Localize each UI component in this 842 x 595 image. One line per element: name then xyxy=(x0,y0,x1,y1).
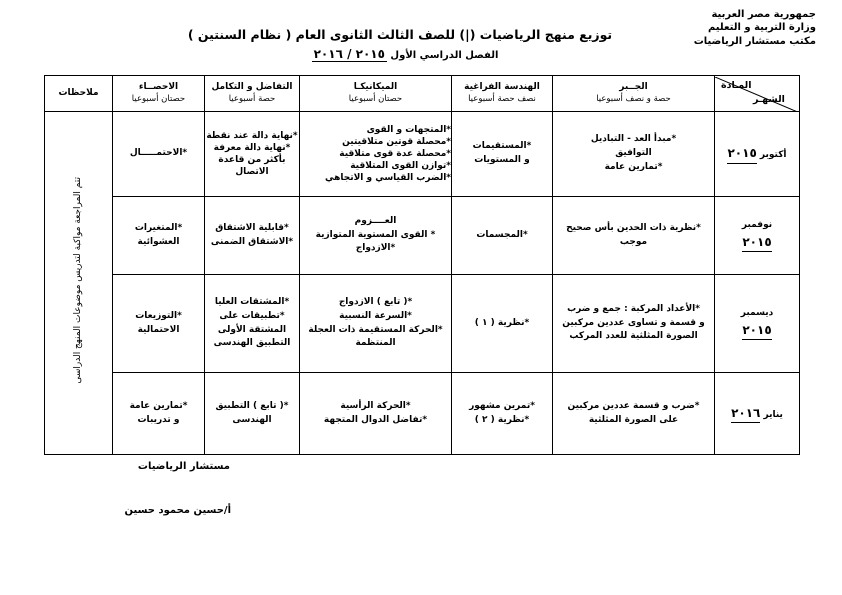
topic-line: *الحركة الرأسية xyxy=(340,400,411,411)
algebra-cell xyxy=(553,197,715,275)
topic-line: التوافيق xyxy=(615,148,652,159)
table-row xyxy=(45,112,800,197)
subject-periods: حصة أسبوعيا xyxy=(228,93,276,104)
topic-line: *محصلة قوتين متلاقيتين xyxy=(342,136,451,147)
topic-line: و قسمة و تساوى عددين مركبين xyxy=(562,317,705,328)
table-header-row xyxy=(45,76,800,112)
topic-line: *المتجهات و القوى xyxy=(366,124,451,135)
table-row xyxy=(45,373,800,455)
month-name: أكتوبر xyxy=(759,150,787,161)
distribution-table xyxy=(44,75,800,455)
table-row xyxy=(45,197,800,275)
topic-line: *تمارين عامة xyxy=(604,161,663,172)
month-name: ديسمبر xyxy=(740,307,774,318)
solid-geometry-cell xyxy=(452,112,553,197)
statistics-cell xyxy=(113,275,205,373)
mechanics-cell xyxy=(300,373,452,455)
semester-year: ٢٠١٥ / ٢٠١٦ xyxy=(313,47,385,61)
office-label: مكتب مستشار الرياضيات xyxy=(693,36,816,47)
corner-month-label: الشهـر xyxy=(753,93,785,105)
topic-line: *الاشتقاق الضمنى xyxy=(210,236,294,247)
topic-line: *الضرب القياسي و الاتجاهي xyxy=(324,173,451,184)
topic-line: *تطبيقات على xyxy=(219,310,285,321)
subject-periods: حصتان أسبوعيا xyxy=(348,93,403,104)
subject-name: التفاضل و التكامل xyxy=(211,82,293,93)
subject-name: الميكانيكـا xyxy=(353,82,398,93)
topic-line: *( تابع ) التطبيق xyxy=(215,400,289,411)
topic-line: *الاحتمـــــال xyxy=(129,148,188,159)
topic-line: *نهاية دالة معرفة xyxy=(213,142,291,153)
month-year: ٢٠١٥ xyxy=(727,144,756,164)
statistics-cell xyxy=(113,112,205,197)
header-mechanics xyxy=(300,76,452,112)
topic-line: *المشتقات العليا xyxy=(214,296,290,307)
solid-geometry-cell xyxy=(452,275,553,373)
month-year: ٢٠١٥ xyxy=(742,233,771,253)
calculus-cell xyxy=(205,112,300,197)
topic-line: المشتقة الأولى xyxy=(217,324,287,335)
topic-line: الصورة المثلثية للعدد المركب xyxy=(569,331,698,342)
document-title: توزيع منهج الرياضيات (|) للصف الثالث الثانوى العام ( نظام السنتين ) xyxy=(187,27,613,42)
month-name: يناير xyxy=(763,409,783,420)
subject-name: الجــبر xyxy=(619,82,648,93)
header-algebra xyxy=(553,76,715,112)
topic-line: *التوزيعات xyxy=(135,310,182,321)
signature-name: أ/حسين محمود حسين xyxy=(124,505,231,516)
topic-line: *ضرب و قسمة عددين مركبين xyxy=(567,400,700,411)
topic-line: الهندسى xyxy=(232,414,272,425)
header-solid-geometry xyxy=(452,76,553,112)
topic-line: و المستويات xyxy=(474,155,530,165)
calculus-cell xyxy=(205,373,300,455)
semester-line xyxy=(270,47,540,61)
mechanics-cell xyxy=(300,197,452,275)
semester-label: الفصل الدراسي الأول xyxy=(390,50,499,61)
ministry-label: وزارة التربية و التعليم xyxy=(707,22,816,33)
topic-line: * القوى المستوية المتوازية xyxy=(315,229,436,240)
topic-line: *الازدواج xyxy=(355,243,396,254)
statistics-cell xyxy=(113,197,205,275)
calculus-cell xyxy=(205,275,300,373)
topic-line: *توازن القوى المتلاقية xyxy=(350,161,451,172)
mechanics-cell xyxy=(300,275,452,373)
topic-line: *تفاضل الدوال المتجهة xyxy=(323,414,428,425)
subject-periods: نصف حصة أسبوعيا xyxy=(468,93,536,104)
topic-line: الاحتمالية xyxy=(137,324,180,335)
republic-label: جمهورية مصر العربية xyxy=(711,9,816,20)
topic-line: *نهاية دالة عند نقطة xyxy=(206,130,298,141)
subject-name: الهندسة الفراغية xyxy=(464,82,540,93)
calculus-cell xyxy=(205,197,300,275)
month-year: ٢٠١٥ xyxy=(742,321,771,341)
topic-line: و تدريبات xyxy=(137,414,180,425)
topic-line: التطبيق الهندسى xyxy=(213,338,291,349)
algebra-cell xyxy=(553,275,715,373)
topic-line: *نظرية ( ١ ) xyxy=(474,317,530,328)
notes-header: ملاحظات xyxy=(58,87,99,98)
header-calculus xyxy=(205,76,300,112)
algebra-cell xyxy=(553,373,715,455)
algebra-cell xyxy=(553,112,715,197)
solid-geometry-cell xyxy=(452,373,553,455)
topic-line: العــــزوم xyxy=(354,215,397,226)
topic-line: المنتظمة xyxy=(355,338,396,349)
topic-line: *نظرية ذات الحدين بأس صحيح xyxy=(566,222,701,233)
topic-line: *المستقيمات xyxy=(472,141,532,152)
month-name: نوفمبر xyxy=(741,219,773,230)
topic-line: *المتغيرات xyxy=(134,222,183,233)
notes-text: تتم المراجعة مواكبة لتدريس موضوعات المنهج الدراسى xyxy=(72,176,83,384)
month-cell xyxy=(715,373,800,455)
header-notes xyxy=(45,76,113,112)
topic-line: *تمارين عامة xyxy=(129,400,188,411)
topic-line: موجب xyxy=(619,236,648,247)
month-cell xyxy=(715,275,800,373)
topic-line: *السرعة النسبية xyxy=(339,310,412,321)
corner-cell xyxy=(715,76,800,112)
topic-line: الاتصال xyxy=(235,167,269,178)
subject-name: الاحصــاء xyxy=(138,82,179,93)
corner-subject-label: المـادة xyxy=(721,79,752,91)
subject-periods: حصتان أسبوعيا xyxy=(131,93,186,104)
month-cell xyxy=(715,197,800,275)
topic-line: *مبدأ العد - التباديل xyxy=(590,134,677,145)
topic-line: *المجسمات xyxy=(476,229,528,240)
notes-cell xyxy=(45,112,113,455)
table-row xyxy=(45,275,800,373)
header-statistics xyxy=(113,76,205,112)
solid-geometry-cell xyxy=(452,197,553,275)
subject-periods: حصة و نصف أسبوعيا xyxy=(596,93,671,104)
topic-line: *الحركة المستقيمة ذات العجلة xyxy=(308,324,443,335)
mechanics-cell xyxy=(300,112,452,197)
topic-line: *تمرين مشهور xyxy=(469,400,535,411)
topic-line: على الصورة المثلثية xyxy=(588,414,679,425)
topic-line: *( تابع ) الازدواج xyxy=(338,296,413,307)
signature-role: مستشار الرياضيات xyxy=(137,461,230,472)
month-cell xyxy=(715,112,800,197)
topic-line: *محصلة عدة قوى متلاقية xyxy=(339,148,451,159)
topic-line: *نظرية ( ٢ ) xyxy=(474,414,530,425)
topic-line: العشوائية xyxy=(137,236,180,247)
topic-line: *الأعداد المركبة : جمع و ضرب xyxy=(567,303,700,314)
topic-line: *قابلية الاشتقاق xyxy=(215,222,289,233)
statistics-cell xyxy=(113,373,205,455)
topic-line: بأكثر من قاعدة xyxy=(218,155,286,165)
month-year: ٢٠١٦ xyxy=(731,404,760,424)
